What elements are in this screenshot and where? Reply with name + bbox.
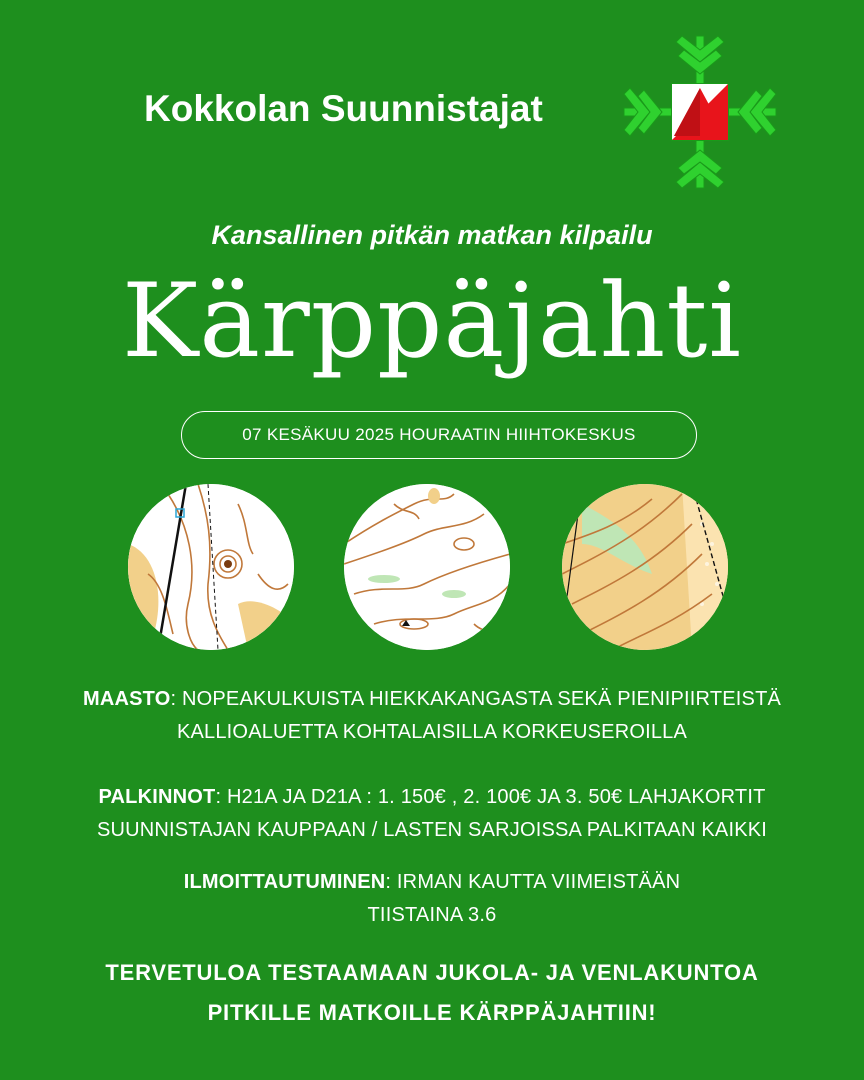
registration-info [0,866,864,932]
orienteering-map-2-icon [344,484,510,650]
prizes-info [0,781,864,847]
club-name: Kokkolan Suunnistajat [144,88,543,129]
registration-line-1 [0,866,864,899]
orienteering-map-3-icon [562,484,728,650]
closing-line-1: TERVETULOA TESTAAMAAN JUKOLA- JA VENLAKUNTOA [105,960,759,985]
orienteering-map-1-icon [128,484,294,650]
terrain-label: MAASTO [82,688,171,710]
date-location-badge: 07 KESÄKUU 2025 HOURAATIN HIIHTOKESKUS [181,411,697,459]
terrain-line-1 [0,683,864,716]
prizes-line-2: SUUNNISTAJAN KAUPPAAN / LASTEN SARJOISSA PALKITAAN KAIKKI [96,819,768,841]
closing-line-2: PITKILLE MATKOILLE KÄRPPÄJAHTIIN! [207,1000,657,1025]
closing-message [0,954,864,1032]
prizes-line-1 [0,781,864,814]
registration-line-2: TIISTAINA 3.6 [367,904,497,926]
event-subtitle: Kansallinen pitkän matkan kilpailu [211,220,653,250]
event-title: Kärppäjahti [122,262,742,381]
terrain-info [0,683,864,749]
orienteering-flag-snowflake-logo [620,32,780,192]
registration-label: ILMOITTAUTUMINEN [183,871,386,893]
registration-text-1: : IRMAN KAUTTA VIIMEISTÄÄN [385,871,681,893]
prizes-text-1: : H21A JA D21A : 1. 150€ , 2. 100€ JA 3. 50€ LAHJAKORTIT [215,786,766,808]
prizes-label: PALKINNOT [98,786,216,808]
terrain-text-1: : NOPEAKULKUISTA HIEKKAKANGASTA SEKÄ PIENIPIIRTEISTÄ [170,688,782,710]
terrain-line-2: KALLIOALUETTA KOHTALAISILLA KORKEUSEROILLA [176,721,688,743]
